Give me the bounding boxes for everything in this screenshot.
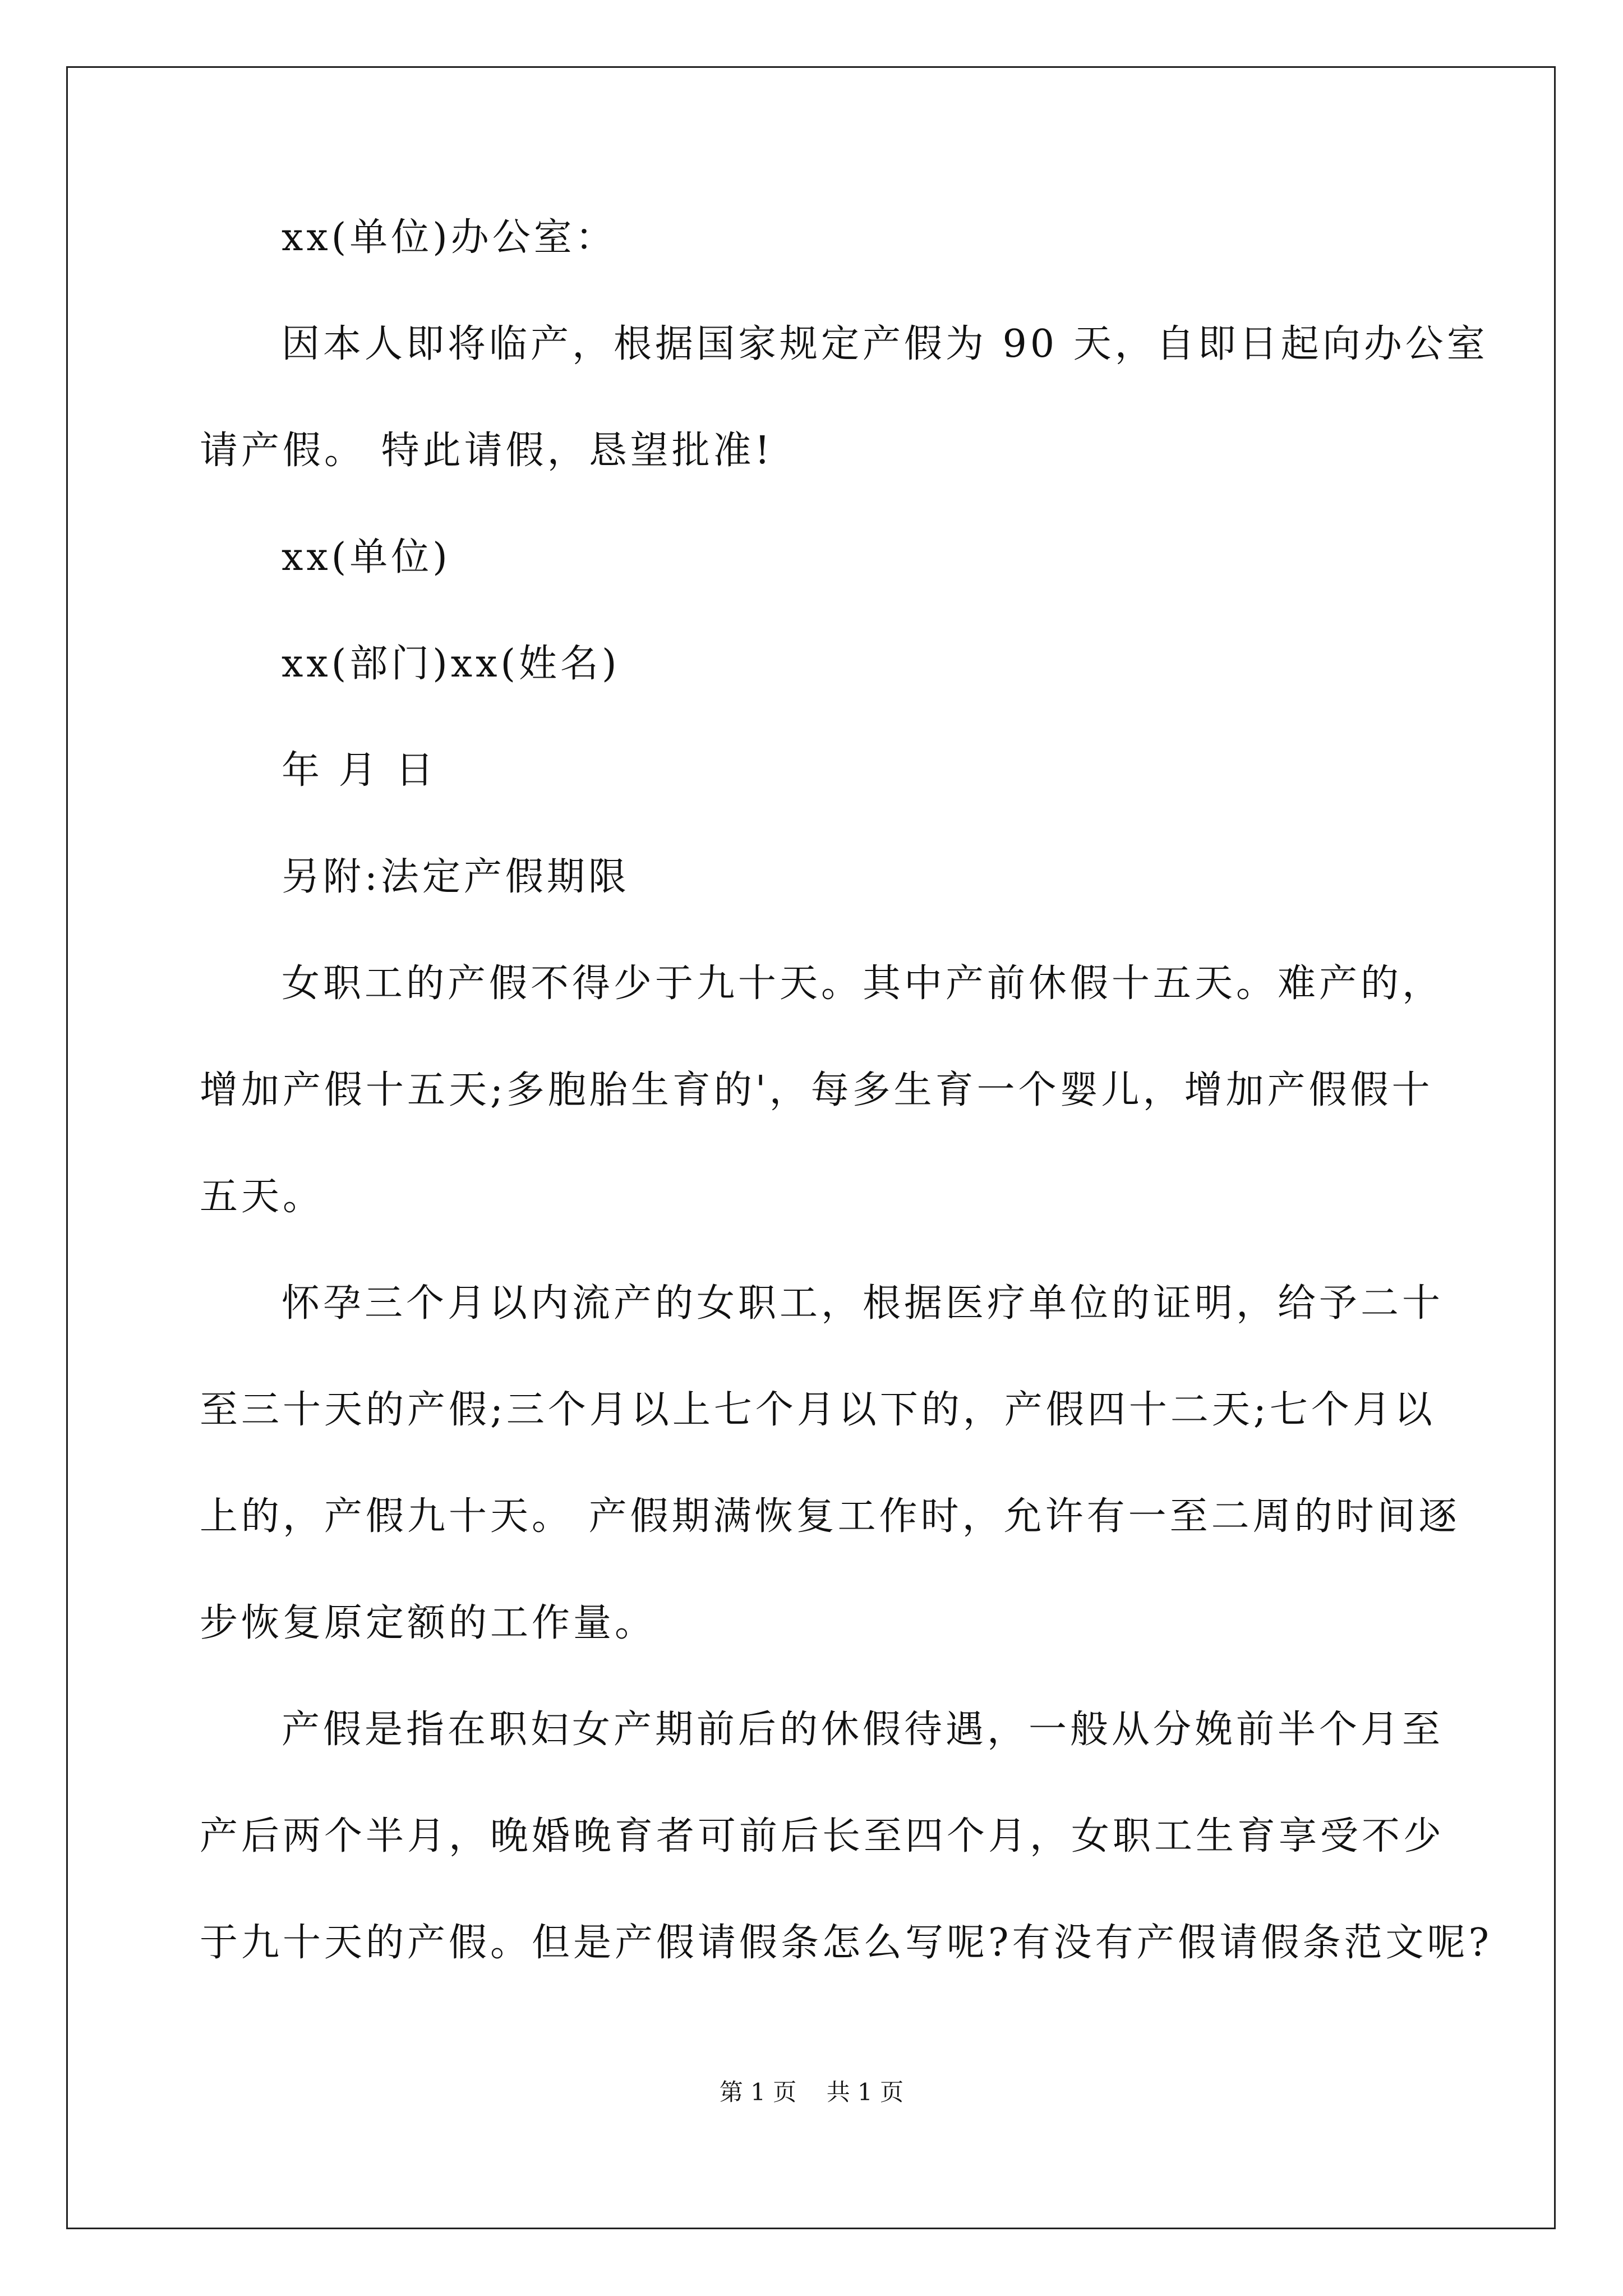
- paragraph-line: 五天。: [200, 1175, 325, 1219]
- page-border: [66, 66, 1556, 2229]
- paragraph-line: 怀孕三个月以内流产的女职工，根据医疗单位的证明，给予二十: [282, 1281, 1444, 1326]
- paragraph-line: 于九十天的产假。但是产假请假条怎么写呢?有没有产假请假条范文呢?: [200, 1921, 1492, 1965]
- paragraph-line: 产后两个半月，晚婚晚育者可前后长至四个月，女职工生育享受不少: [200, 1814, 1445, 1858]
- sender-name-line: xx(部门)xx(姓名): [282, 642, 620, 686]
- paragraph-line: 至三十天的产假;三个月以上七个月以下的，产假四十二天;七个月以: [200, 1388, 1436, 1432]
- paragraph-line: 女职工的产假不得少于九十天。其中产前休假十五天。难产的，: [282, 961, 1444, 1006]
- paragraph-line: 步恢复原定额的工作量。: [200, 1601, 657, 1645]
- appendix-heading: 另附:法定产假期限: [282, 855, 630, 899]
- paragraph-line: 上的，产假九十天。 产假期满恢复工作时，允许有一至二周的时间逐: [200, 1494, 1460, 1539]
- paragraph-line: 增加产假十五天;多胞胎生育的'，每多生育一个婴儿，增加产假假十: [200, 1068, 1433, 1112]
- date-line: 年 月 日: [282, 748, 437, 793]
- paragraph-line: 请产假。 特此请假，恳望批准!: [200, 429, 773, 473]
- sender-unit-line: xx(单位): [282, 535, 451, 579]
- paragraph-line: 因本人即将临产，根据国家规定产假为 90 天，自即日起向办公室: [282, 322, 1488, 366]
- salutation-line: xx(单位)办公室：: [282, 215, 617, 260]
- paragraph-line: 产假是指在职妇女产期前后的休假待遇，一般从分娩前半个月至: [282, 1708, 1444, 1752]
- page-number-footer: 第 1 页 共 1 页: [719, 2078, 904, 2106]
